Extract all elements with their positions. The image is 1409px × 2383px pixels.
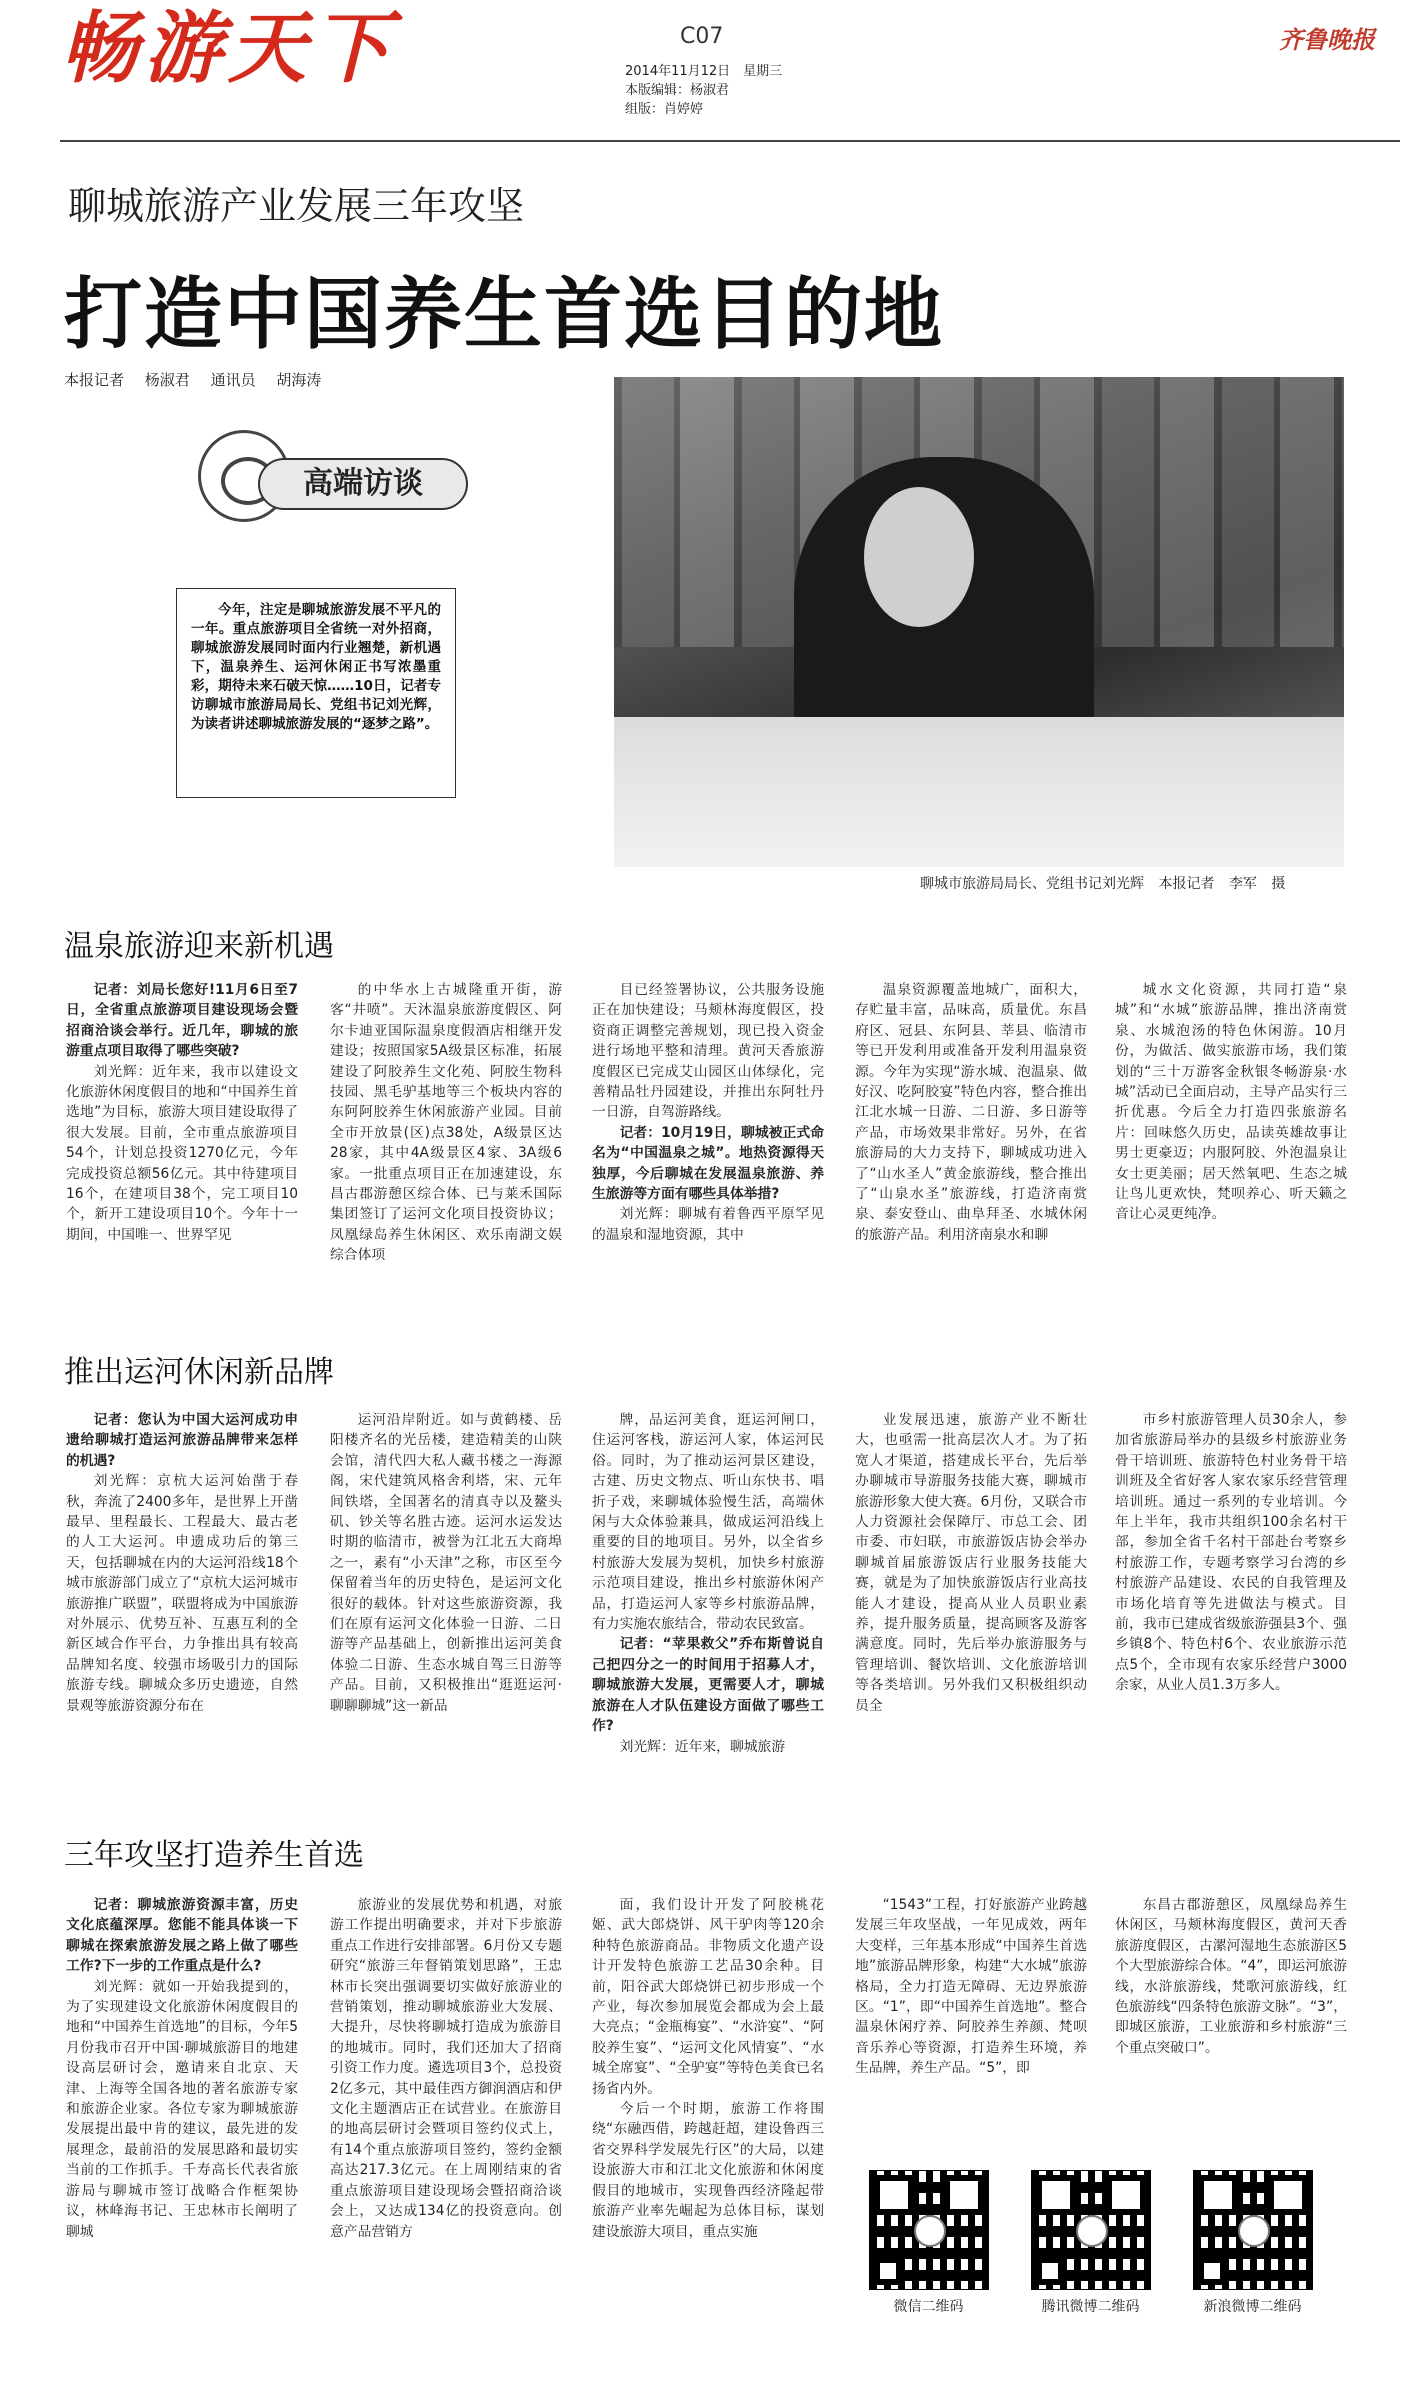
reporter-question: 记者：刘局长您好!11月6日至7日，全省重点旅游项目建设现场会暨招商洽谈会举行。近几年，聊城的旅游重点项目取得了哪些突破? [66, 982, 298, 1060]
sec2-col1 [330, 1895, 562, 2355]
article-headline: 打造中国养生首选目的地 [64, 270, 945, 360]
qr-code-icon [1193, 2170, 1313, 2290]
layout-line: 组版：肖婷婷 [625, 102, 704, 117]
sec1-col3 [855, 1410, 1087, 1785]
qr-code-icon [1031, 2170, 1151, 2290]
interview-answer: 今后一个时期，旅游工作将围绕“东融西借，跨越赶超，建设鲁西三省交界科学发展先行区”的大局，以建设旅游大市和江北文化旅游和休闲度假目的地城市，实现鲁西经济隆起带旅游产业率先崛起为总体目标，谋划建设旅游大项目，重点实施 [592, 2101, 824, 2240]
interview-answer: 目已经签署协议，公共服务设施正在加快建设；马颊林海度假区，投资商正调整完善规划，现已投入资金进行场地平整和清理。黄河天香旅游度假区已完成艾山园区山体绿化，完善精品牡丹园建设，并推出东阿牡丹一日游，自驾游路线。 [592, 982, 824, 1121]
interview-answer: 的中华水上古城隆重开街，游客“井喷”。天沐温泉旅游度假区、阿尔卡迪亚国际温泉度假酒店相继开发建设；按照国家5A级景区标准，拓展建设了阿胶养生文化苑、阿胶生物科技园、黑毛驴基地等三个板块内容的东阿阿胶养生休闲旅游产业园。目前全市开放景(区)点38处，A级景区达28家，其中4A级景区4家、3A级6家。一批重点项目正在加速建设，东昌古郡游憩区综合体、已与莱禾国际集团签订了运河文化项目投资协议；凤凰绿岛养生休闲区、欢乐南湖文娱综合体项 [330, 982, 562, 1264]
interview-answer: 运河沿岸附近。如与黄鹤楼、岳阳楼齐名的光岳楼，建造精美的山陕会馆，清代四大私人藏书楼之一海源阁，宋代建筑风格舍利塔，宋、元年间铁塔，全国著名的清真寺以及鳌头矶、钞关等名胜古迹。运河水运发达时期的临清市，被誉为江北五大商埠之一，素有“小天津”之称，市区至今保留着当年的历史特色，是运河文化很好的载体。针对这些旅游资源，我们在原有运河文化体验一日游、二日游等产品基础上，创新推出运河美食体验二日游、生态水城自驾三日游等产品。目前，又积极推出“逛逛运河·聊聊聊城”这一新品 [330, 1412, 562, 1714]
interview-logo [198, 430, 470, 526]
qr-label: 新浪微博二维码 [1203, 2299, 1302, 2315]
interview-answer: 旅游业的发展优势和机遇，对旅游工作提出明确要求，并对下步旅游重点工作进行安排部署。6月份又专题研究“旅游三年督销策划思路”，王忠林市长突出强调要切实做好旅游业的营销策划，推动聊城旅游业大发展、大提升，尽快将聊城打造成为旅游目的地城市。同时，我们还加大了招商引资工作力度。遴选项目3个，总投资2亿多元，其中最佳西方御润酒店和伊文化主题酒店正在试营业。在旅游目的地高层研讨会暨项目签约仪式上，有14个重点旅游项目签约，签约金额高达217.3亿元。在上周刚结束的省重点旅游项目建设现场会暨招商洽谈会上，又达成134亿的投资意向。创意产品营销方 [330, 1897, 562, 2240]
caption-photographer: 李军 [1228, 876, 1257, 892]
qr-tencent-weibo[interactable] [1018, 2170, 1163, 2316]
qr-label: 微信二维码 [893, 2299, 964, 2315]
photo-caption [920, 873, 1295, 893]
interview-answer: 刘光辉：京杭大运河始凿于春秋，奔流了2400多年，是世界上开凿最早、里程最长、工程最大、最古老的人工大运河。申遗成功后的第三天，包括聊城在内的大运河沿线18个城市旅游部门成立了“京杭大运河城市旅游推广联盟”，联盟将成为中国旅游对外展示、优势互补、互惠互利的全新区域合作平台，力争推出具有较高品牌知名度、较强市场吸引力的国际旅游专线。聊城众多历史遗迹，自然景观等旅游资源分布在 [66, 1473, 298, 1714]
sec0-col4 [1115, 980, 1347, 1285]
reporter-question: 记者：10月19日，聊城被正式命名为“中国温泉之城”。地热资源得天独厚，今后聊城在发展温泉旅游、养生旅游等方面有哪些具体举措? [592, 1124, 824, 1203]
interview-answer: 刘光辉：聊城有着鲁西平原罕见的温泉和湿地资源，其中 [592, 1206, 824, 1243]
section-title-canal: 推出运河休闲新品牌 [64, 1355, 334, 1390]
interview-answer: “1543”工程，打好旅游产业跨越发展三年攻坚战，一年见成效，两年大变样，三年基本形成“中国养生首选地”旅游品牌形象，构建“大水城”旅游格局，全力打造无障碍、无边界旅游区。“1”，即“中国养生首选地”。整合温泉休闲疗养、阿胶养生养颜、梵呗音乐养心等资源，打造养生环境，养生品牌，养生产品。“5”，即 [855, 1897, 1087, 2077]
caption-credit: 摄 [1271, 876, 1286, 892]
sec0-col1 [330, 980, 562, 1285]
sec2-col2 [592, 1895, 824, 2355]
interview-logo-label: 高端访谈 [258, 458, 468, 510]
sec2-col0 [66, 1895, 298, 2355]
editor-line: 本版编辑：杨淑君 [625, 83, 730, 98]
sec1-col0 [66, 1410, 298, 1785]
date-line: 2014年11月12日 星期三 [625, 64, 783, 79]
masthead-meta [625, 62, 782, 119]
qr-wechat[interactable] [856, 2170, 1001, 2316]
caption-role: 本报记者 [1158, 876, 1215, 892]
masthead-divider [60, 140, 1400, 142]
newspaper-brand: 齐鲁晚报 [1279, 25, 1375, 54]
sec1-col1 [330, 1410, 562, 1785]
page-number: C07 [680, 24, 724, 49]
portrait-photo [614, 377, 1344, 867]
qr-sina-weibo[interactable] [1180, 2170, 1325, 2316]
article-kicker: 聊城旅游产业发展三年攻坚 [68, 184, 525, 228]
reporter-question: 记者：您认为中国大运河成功申遗给聊城打造运河旅游品牌带来怎样的机遇? [66, 1412, 298, 1469]
caption-subject: 聊城市旅游局局长、党组书记刘光辉 [920, 876, 1144, 892]
sec0-col0 [66, 980, 298, 1285]
qr-code-icon [869, 2170, 989, 2290]
interview-answer: 刘光辉：近年来，聊城旅游 [619, 1738, 786, 1755]
desk-papers [614, 717, 1344, 867]
intro-box: 今年，注定是聊城旅游发展不平凡的一年。重点旅游项目全省统一对外招商，聊城旅游发展同时面内行业翘楚，新机遇下，温泉养生、运河休闲正书写浓墨重彩，期待未来石破天惊……10日，记者专访聊城市旅游局局长、党组书记刘光辉，为读者讲述聊城旅游发展的“逐梦之路”。 [176, 588, 456, 798]
qr-label: 腾讯微博二维码 [1041, 2299, 1140, 2315]
masthead-title: 畅游天下 [60, 4, 397, 94]
interview-answer: 城水文化资源，共同打造“泉城”和“水城”旅游品牌，推出济南赏泉、水城泡汤的特色休闲游。10月份，为做活、做实旅游市场，我们策划的“三十万游客金秋银冬畅游泉·水城”活动已全面启动，主导产品实行三折优惠。今后全力打造四张旅游名片：回味悠久历史，品读英雄故事让男士更豪迈；内服阿胶、外泡温泉让女士更美丽；居天然氧吧、生态之城让鸟儿更欢快，梵呗养心、听天籁之音让心灵更纯净。 [1115, 982, 1347, 1223]
interview-answer: 市乡村旅游管理人员30余人，参加省旅游局举办的县级乡村旅游业务骨干培训班、旅游特色村业务骨干培训班及全省好客人家农家乐经营管理培训班。通过一系列的专业培训。今年上半年，我市共组织100余名村干部，参加全省千名村干部赴台考察乡村旅游工作，专题考察学习台湾的乡村旅游产品建设、农民的自我管理及市场化培育等先进做法与模式。目前，我市已建成省级旅游强县3个、强乡镇8个、特色村6个、农业旅游示范点5个，全市现有农家乐经营户3000余家，从业人员1.3万多人。 [1115, 1412, 1347, 1694]
byline-role-reporter: 本报记者 [64, 371, 125, 389]
sec0-col2 [592, 980, 824, 1285]
interview-answer: 刘光辉：近年来，我市以建设文化旅游休闲度假目的地和“中国养生首选地”为目标，旅游大项目建设取得了很大发展。目前，全市重点旅游项目54个，计划总投资1270亿元，今年完成投资总额56亿元。其中待建项目16个，在建项目38个，完工项目10个，新开工建设项目10个。今年十一期间，中国唯一、世界罕见 [66, 1063, 298, 1243]
byline-role-correspondent: 通讯员 [210, 371, 256, 389]
interview-answer: 业发展迅速，旅游产业不断壮大，也亟需一批高层次人才。为了拓宽人才渠道，搭建成长平台，先后举办聊城市导游服务技能大赛，聊城市旅游形象大使大赛。6月份，又联合市人力资源社会保障厅、市总工会、团市委、市妇联，市旅游饭店协会举办聊城首届旅游饭店行业服务技能大赛，就是为了加快旅游饭店行业高技能人才建设，提高从业人员职业素养，提升服务质量，提高顾客及游客满意度。同时，先后举办旅游服务与管理培训、餐饮培训、文化旅游培训等各类培训。另外我们又积极组织动员全 [855, 1412, 1087, 1714]
byline-reporter-name: 杨淑君 [144, 371, 190, 389]
sec1-col4 [1115, 1410, 1347, 1785]
interview-answer: 牌，品运河美食，逛运河闸口，住运河客栈，游运河人家，体运河民俗。同时，为了推动运河景区建设，古建、历史文物点、听山东快书、唱折子戏，来聊城体验慢生活，高端休闲与大众体验兼具，做成运河沿线上重要的目的地项目。另外，以全省乡村旅游大发展为契机，加快乡村旅游示范项目建设，推出乡村旅游休闲产品，打造运河人家等乡村旅游品牌，有力实施农旅结合，带动农民致富。 [592, 1412, 824, 1633]
interview-answer: 面，我们设计开发了阿胶桃花姬、武大郎烧饼、风干驴肉等120余种特色旅游商品。非物质文化遗产设计开发特色旅游工艺品30余种。目前，阳谷武大郎烧饼已初步形成一个产业，每次参加展览会都成为会上最大亮点；“金瓶梅宴”、“水浒宴”、“阿胶养生宴”、“运河文化风情宴”、“水城全席宴”、“全驴宴”等特色美食已名扬省内外。 [592, 1897, 824, 2097]
reporter-question: 记者：“苹果救父”乔布斯曾说自己把四分之一的时间用于招募人才，聊城旅游大发展，更需要人才，聊城旅游在人才队伍建设方面做了哪些工作? [592, 1636, 824, 1735]
sec2-col3 [855, 1895, 1087, 2095]
sec1-col2 [592, 1410, 824, 1785]
person-face [864, 487, 974, 627]
byline [64, 369, 337, 390]
reporter-question: 记者：聊城旅游资源丰富，历史文化底蕴深厚。您能不能具体谈一下聊城在探索旅游发展之路上做了哪些工作?下一步的工作重点是什么? [66, 1897, 298, 1975]
section-title-hot-spring: 温泉旅游迎来新机遇 [64, 929, 334, 964]
section-title-three-year: 三年攻坚打造养生首选 [64, 1838, 364, 1873]
sec2-col4 [1115, 1895, 1347, 2095]
interview-answer: 温泉资源覆盖地城广，面积大，存贮量丰富，品味高，质量优。东昌府区、冠县、东阿县、莘县、临清市等已开发利用或准备开发利用温泉资源。今年为实现“游水城、泡温泉、做好汉、吃阿胶宴”特色内容，整合推出江北水城一日游、二日游、多日游等产品，市场效果非常好。另外，在省旅游局的大力支持下，聊城成功进入了“山水圣人”黄金旅游线，整合推出了“山泉水圣”旅游线，打造济南赏泉、泰安登山、曲阜拜圣、水城休闲的旅游产品。利用济南泉水和聊 [855, 982, 1087, 1243]
interview-answer: 东昌古郡游憩区，凤凰绿岛养生休闲区，马颊林海度假区，黄河天香旅游度假区，古漯河湿地生态旅游区5个大型旅游综合体。“4”，即运河旅游线，水浒旅游线，梵歌河旅游线，红色旅游线“四条特色旅游文脉”。“3”，即城区旅游，工业旅游和乡村旅游“三个重点突破口”。 [1115, 1897, 1347, 2056]
sec0-col3 [855, 980, 1087, 1285]
byline-correspondent-name: 胡海涛 [276, 371, 322, 389]
interview-answer: 刘光辉：就如一开始我提到的，为了实现建设文化旅游休闲度假目的地和“中国养生首选地”的目标，今年5月份我市召开中国·聊城旅游目的地建设高层研讨会，邀请来自北京、天津、上海等全国各地的著名旅游专家和旅游企业家。各位专家为聊城旅游发展提出最中肯的建议，最先进的发展理念，最前沿的发展思路和最切实当前的工作抓手。千寿高长代表省旅游局与聊城市签订战略合作框架协议，林峰海书记、王忠林市长阐明了聊城 [66, 1978, 298, 2240]
